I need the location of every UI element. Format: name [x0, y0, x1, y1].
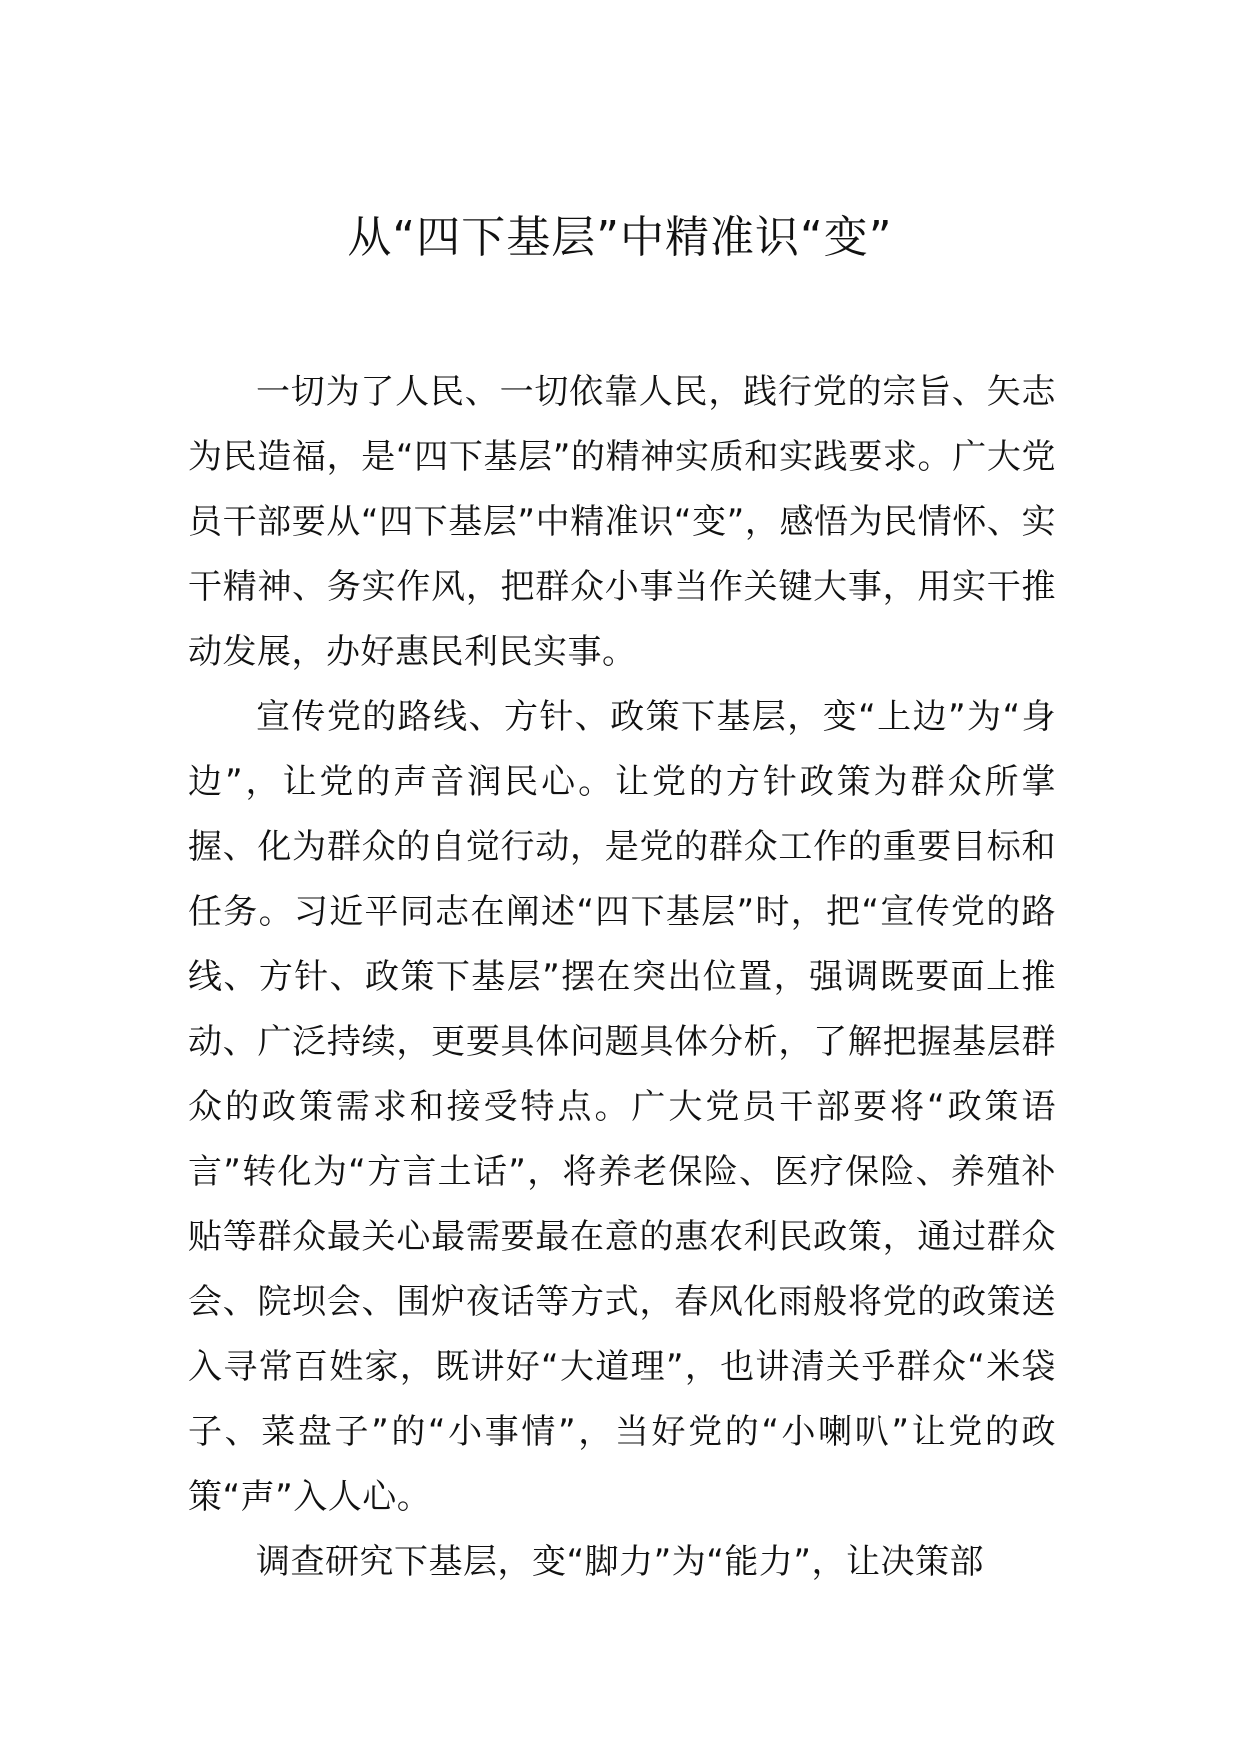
- paragraph: 宣传党的路线、方针、政策下基层，变“上边”为“身边”，让党的声音润民心。让党的方针政策为群众所掌握、化为群众的自觉行动，是党的群众工作的重要目标和任务。习近平同志在阐述“四下基层”时，把“宣传党的路线、方针、政策下基层”摆在突出位置，强调既要面上推动、广泛持续，更要具体问题具体分析，了解把握基层群众的政策需求和接受特点。广大党员干部要将“政策语言”转化为“方言土话”，将养老保险、医疗保险、养殖补贴等群众最关心最需要最在意的惠农利民政策，通过群众会、院坝会、围炉夜话等方式，春风化雨般将党的政策送入寻常百姓家，既讲好“大道理”，也讲清关乎群众“米袋子、菜盘子”的“小事情”，当好党的“小喇叭”让党的政策“声”入人心。: [188, 697, 1056, 1517]
- document-body: [188, 360, 1056, 1595]
- document-title: 从“四下基层”中精准识“变”: [347, 212, 893, 263]
- paragraph: 调查研究下基层，变“脚力”为“能力”，让决策部: [256, 1542, 984, 1582]
- paragraph: 一切为了人民、一切依靠人民，践行党的宗旨、矢志为民造福，是“四下基层”的精神实质和实践要求。广大党员干部要从“四下基层”中精准识“变”，感悟为民情怀、实干精神、务实作风，把群众小事当作关键大事，用实干推动发展，办好惠民利民实事。: [188, 372, 1056, 672]
